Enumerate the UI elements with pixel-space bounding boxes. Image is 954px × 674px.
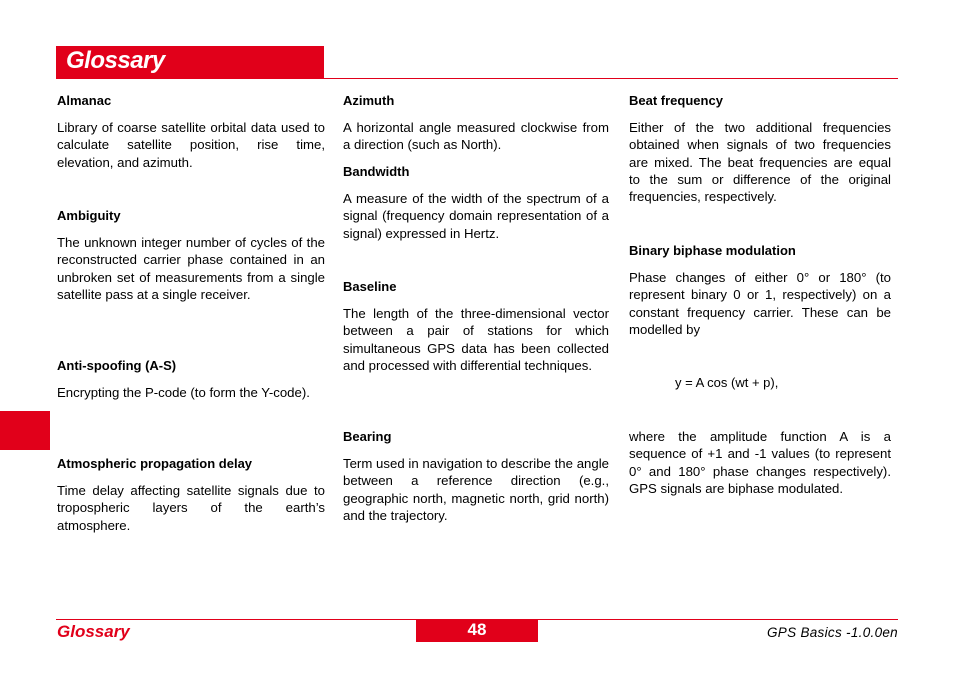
side-tab-marker — [0, 411, 50, 450]
definition-bearing: Term used in navigation to describe the angle between a reference direction (e.g., geographic north, magnetic north, grid north) and the trajectory. — [343, 456, 609, 523]
term-ambiguity: Ambiguity — [57, 208, 121, 223]
term-beat-frequency: Beat frequency — [629, 93, 723, 108]
term-bearing: Bearing — [343, 429, 392, 444]
definition-almanac: Library of coarse satellite orbital data used to calculate satellite position, rise time, elevation, and azimuth. — [57, 120, 325, 170]
header-rule — [56, 78, 898, 79]
footer-section-title: Glossary — [57, 622, 130, 641]
definition-atmospheric-propagation-delay: Time delay affecting satellite signals due to tropospheric layers of the earth’s atmosphere. — [57, 483, 325, 533]
definition-beat-frequency: Either of the two additional frequencies obtained when signals of two frequencies are mixed. The beat frequencies are equal to the sum or difference of the original frequencies, respectively. — [629, 120, 891, 205]
footer-doc-title: GPS Basics -1.0.0en — [766, 625, 898, 640]
definition-bandwidth: A measure of the width of the spectrum of a signal (frequency domain representation of a signal) expressed in Hertz. — [343, 191, 609, 241]
term-anti-spoofing: Anti-spoofing (A-S) — [57, 358, 177, 373]
term-atmospheric-propagation-delay: Atmospheric propagation delay — [57, 456, 253, 471]
definition-binary-biphase-continuation: where the amplitude function A is a sequence of +1 and -1 values (to represent 0° and 180° phase changes respectively). GPS signals are biphase modulated. — [629, 429, 891, 496]
term-bandwidth: Bandwidth — [343, 164, 410, 179]
definition-binary-biphase-modulation: Phase changes of either 0° or 180° (to represent binary 0 or 1, respectively) on a constant frequency carrier. These can be modelled by — [629, 270, 891, 337]
definition-baseline: The length of the three-dimensional vector between a pair of stations for which simultaneous GPS data has been collected and processed with differential techniques. — [343, 306, 609, 373]
term-binary-biphase-modulation: Binary biphase modulation — [629, 243, 796, 258]
page-number: 48 — [416, 620, 538, 642]
page-title: Glossary — [66, 47, 165, 74]
formula-biphase: y = A cos (wt + p), — [675, 375, 779, 390]
definition-anti-spoofing: Encrypting the P-code (to form the Y-code). — [57, 385, 310, 400]
term-azimuth: Azimuth — [343, 93, 395, 108]
term-baseline: Baseline — [343, 279, 397, 294]
term-almanac: Almanac — [57, 93, 112, 108]
definition-azimuth: A horizontal angle measured clockwise from a direction (such as North). — [343, 120, 609, 153]
definition-ambiguity: The unknown integer number of cycles of the reconstructed carrier phase contained in an unbroken set of measurements from a single satellite pass at a single receiver. — [57, 235, 325, 302]
